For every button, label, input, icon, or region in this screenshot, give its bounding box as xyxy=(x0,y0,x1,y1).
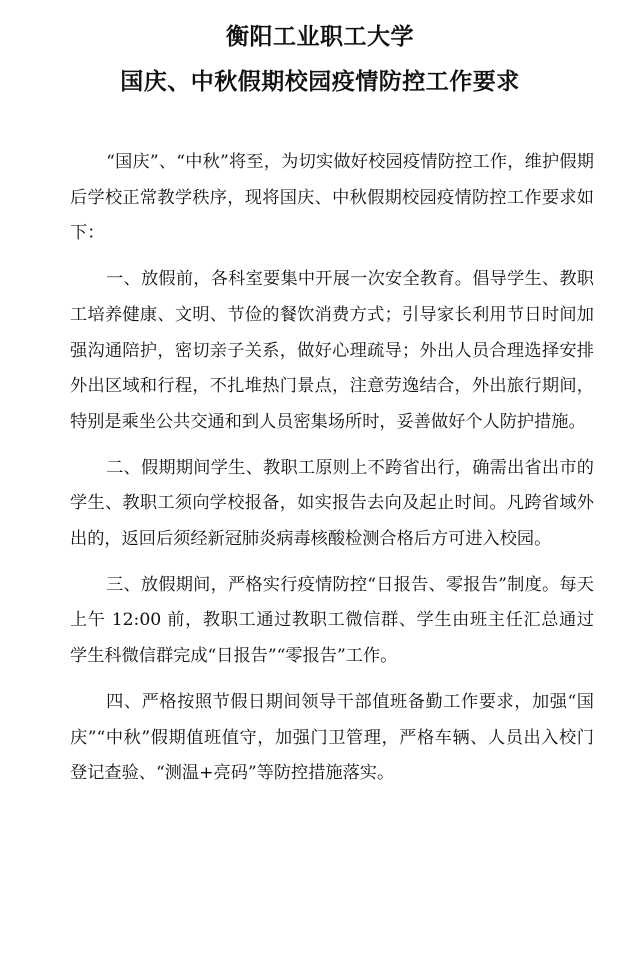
document-body xyxy=(70,145,594,792)
paragraph-intro: “国庆”、“中秋”将至，为切实做好校园疫情防控工作，维护假期后学校正常教学秩序，现将国庆、中秋假期校园疫情防控工作要求如下： xyxy=(70,152,594,244)
paragraph-item-1: 一、放假前，各科室要集中开展一次安全教育。倡导学生、教职工培养健康、文明、节俭的餐饮消费方式；引导家长利用节日时间加强沟通陪护，密切亲子关系，做好心理疏导；外出人员合理选择安排外出区域和行程，不扎堆热门景点，注意劳逸结合，外出旅行期间，特别是乘坐公共交通和到人员密集场所时，妥善做好个人防护措施。 xyxy=(70,269,594,432)
document-title-subject: 国庆、中秋假期校园疫情防控工作要求 xyxy=(120,69,520,95)
paragraph-item-2: 二、假期期间学生、教职工原则上不跨省出行，确需出省出市的学生、教职工须向学校报备，如实报告去向及起止时间。凡跨省域外出的，返回后须经新冠肺炎病毒核酸检测合格后方可进入校园。 xyxy=(70,457,594,550)
paragraph-item-4: 四、严格按照节假日期间领导干部值班备勤工作要求，加强“国庆”“中秋”假期值班值守，加强门卫管理，严格车辆、人员出入校门登记查验、“测温+亮码”等防控措施落实。 xyxy=(70,691,594,784)
document-title-institution: 衡阳工业职工大学 xyxy=(226,24,414,50)
paragraph-item-3: 三、放假期间，严格实行疫情防控“日报告、零报告”制度。每天上午 12:00 前，教职工通过教职工微信群、学生由班主任汇总通过学生科微信群完成“日报告”“零报告”工作。 xyxy=(70,574,594,667)
